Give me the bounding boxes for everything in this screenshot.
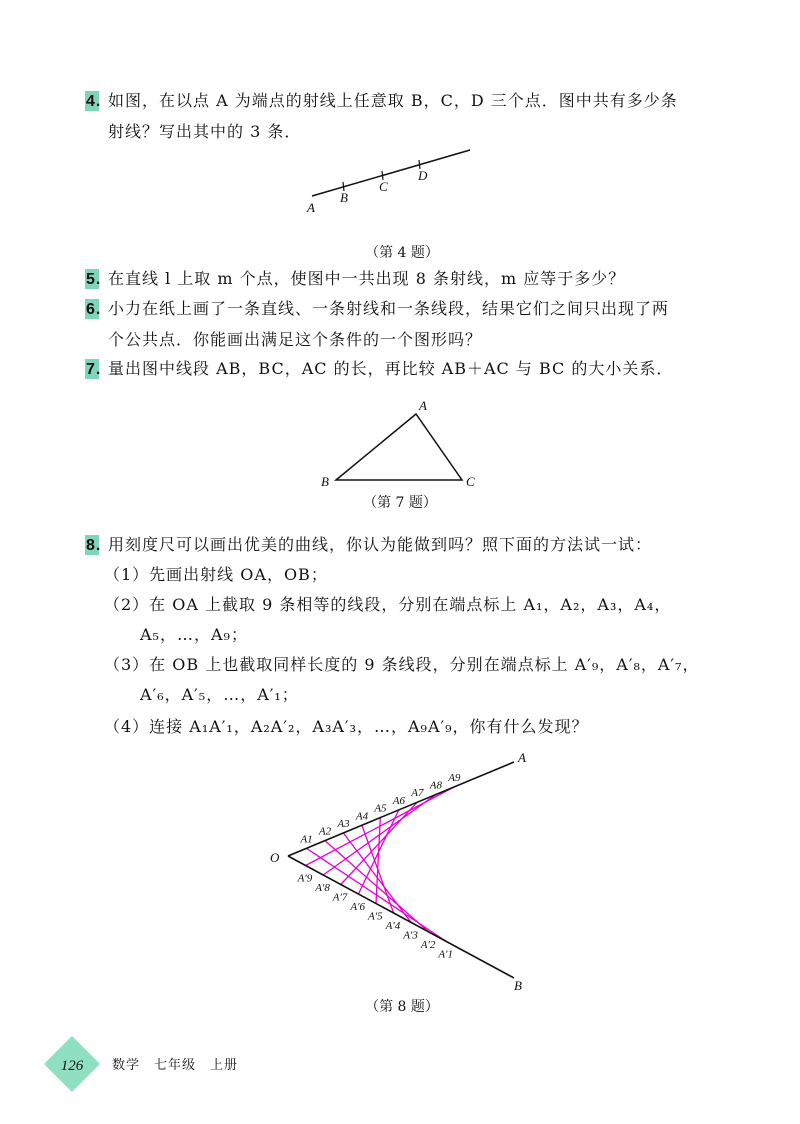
ray-ob xyxy=(288,856,514,978)
label-d: D xyxy=(418,168,428,183)
connect-line-5 xyxy=(376,818,380,904)
question-6-line1: 小力在纸上画了一条直线、一条射线和一条线段，结果它们之间只出现了两 xyxy=(108,299,670,318)
book-title: 数学 七年级 上册 xyxy=(112,1057,239,1072)
label-b-point: A′9 xyxy=(297,872,313,885)
caption-q7: （第 7 题） xyxy=(363,495,437,511)
question-8-step4: （4）连接 A₁A′₁，A₂A′₂，A₃A′₃，…，A₉A′₉，你有什么发现？ xyxy=(104,717,589,736)
label-a-point: A7 xyxy=(411,787,424,800)
label-a-point: A9 xyxy=(448,771,461,784)
label-a-point: A6 xyxy=(392,794,406,807)
connect-line-6 xyxy=(358,810,398,894)
label-a-point: A1 xyxy=(300,833,313,846)
question-8-intro: 用刻度尺可以画出优美的曲线，你认为能做到吗？照下面的方法试一试： xyxy=(108,535,653,554)
caption-q8: （第 8 题） xyxy=(365,999,439,1015)
caption-q4: （第 4 题） xyxy=(365,245,439,261)
label-b-point: A′4 xyxy=(385,920,401,933)
question-number: 5. xyxy=(86,265,108,295)
label-a: A xyxy=(307,200,315,215)
question-number: 7. xyxy=(86,355,108,385)
label-c: C xyxy=(379,179,388,194)
label-a-point: A8 xyxy=(429,779,442,792)
label-a: A xyxy=(419,398,427,413)
label-a-point: A4 xyxy=(355,810,369,823)
point-labels xyxy=(297,772,461,961)
label-a: A xyxy=(518,750,526,765)
label-b-point: A′8 xyxy=(315,882,330,895)
label-b-point: A′6 xyxy=(350,901,366,914)
label-c: C xyxy=(466,474,475,489)
question-8-step3a: （3）在 OB 上也截取同样长度的 9 条线段，分别在端点标上 A′₉，A′₈，A′₇， xyxy=(104,655,700,674)
page-number-badge xyxy=(44,1036,100,1092)
label-b: B xyxy=(321,474,329,489)
label-a-point: A3 xyxy=(337,817,350,830)
label-b-point: A′2 xyxy=(420,939,436,952)
question-4-line2: 射线？写出其中的 3 条． xyxy=(108,122,302,141)
question-4-line1: 如图，在以点 A 为端点的射线上任意取 B，C，D 三个点．图中共有多少条 xyxy=(108,91,678,110)
question-number: 4. xyxy=(86,87,108,117)
question-6-line2: 个公共点．你能画出满足这个条件的一个图形吗？ xyxy=(108,330,483,349)
label-o: O xyxy=(270,850,280,865)
question-5-text: 在直线 l 上取 m 个点，使图中一共出现 8 条射线，m 应等于多少？ xyxy=(108,269,626,288)
label-b-point: A′5 xyxy=(367,910,383,923)
label-b: B xyxy=(340,190,348,205)
label-b-point: A′7 xyxy=(332,891,348,904)
question-7-text: 量出图中线段 AB，BC，AC 的长，再比较 AB＋AC 与 BC 的大小关系． xyxy=(108,359,674,378)
label-a-point: A5 xyxy=(374,802,387,815)
question-number: 8. xyxy=(86,531,108,561)
question-8-step3b: A′₆，A′₅，…，A′₁； xyxy=(140,685,299,704)
question-8-step2a: （2）在 OA 上截取 9 条相等的线段，分别在端点标上 A₁，A₂，A₃，A₄， xyxy=(104,595,672,614)
label-b-point: A′3 xyxy=(403,929,418,942)
ray-oa xyxy=(288,762,514,856)
question-8-step1: （1）先画出射线 OA，OB； xyxy=(104,565,328,584)
label-b-point: A′1 xyxy=(438,948,454,961)
page-number: 126 xyxy=(60,1058,84,1074)
question-8-step2b: A₅，…，A₉； xyxy=(140,625,248,644)
label-a-point: A2 xyxy=(318,825,332,838)
label-b: B xyxy=(514,978,522,993)
question-number: 6. xyxy=(86,295,108,325)
